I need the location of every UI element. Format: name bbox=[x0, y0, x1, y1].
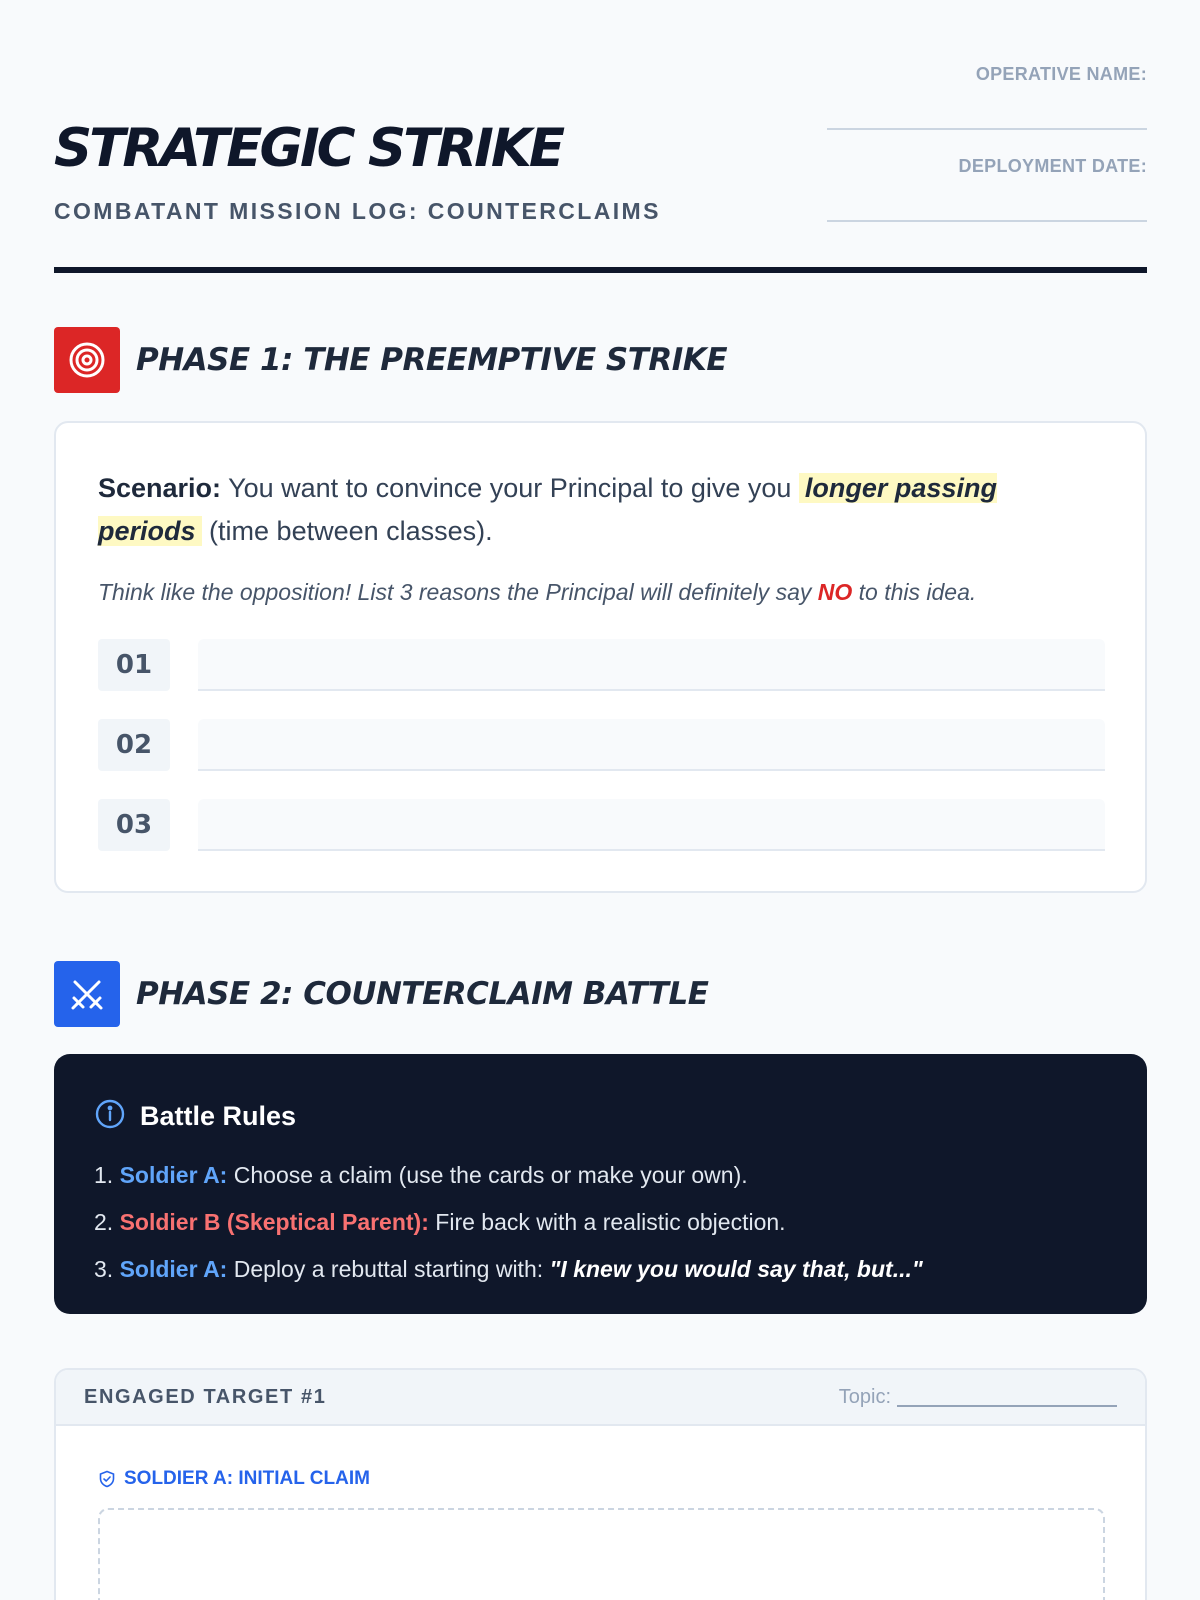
rule-number: 1. bbox=[94, 1162, 114, 1188]
operative-name-field[interactable] bbox=[827, 128, 1147, 130]
deployment-date-field[interactable] bbox=[827, 220, 1147, 222]
scenario-text bbox=[98, 467, 1098, 553]
crossed-swords-icon bbox=[54, 961, 120, 1027]
reason-row bbox=[98, 799, 1105, 851]
initial-claim-input[interactable] bbox=[98, 1508, 1105, 1600]
phase2-title: PHASE 2: COUNTERCLAIM BATTLE bbox=[136, 976, 709, 1012]
phase1-title: PHASE 1: THE PREEMPTIVE STRIKE bbox=[136, 342, 727, 378]
rule-role: Soldier A: bbox=[119, 1162, 228, 1188]
rule-text: Choose a claim (use the cards or make your own). bbox=[233, 1162, 748, 1188]
worksheet-subtitle: COMBATANT MISSION LOG: COUNTERCLAIMS bbox=[54, 198, 661, 224]
prompt-no: NO bbox=[817, 579, 853, 605]
reason-number: 03 bbox=[98, 799, 170, 851]
header-fields bbox=[827, 64, 1147, 248]
reason-input-3[interactable] bbox=[198, 799, 1105, 851]
deployment-date-label: DEPLOYMENT DATE: bbox=[958, 156, 1147, 176]
rule-item-2 bbox=[94, 1209, 786, 1236]
shield-icon bbox=[98, 1470, 116, 1488]
info-icon bbox=[94, 1098, 126, 1135]
scenario-label: Scenario: bbox=[98, 473, 222, 503]
target-icon bbox=[54, 327, 120, 393]
reason-input-2[interactable] bbox=[198, 719, 1105, 771]
rule-role: Soldier B (Skeptical Parent): bbox=[119, 1209, 429, 1235]
battle-rules-panel bbox=[54, 1054, 1147, 1314]
rule-item-1 bbox=[94, 1162, 748, 1189]
target-header bbox=[56, 1370, 1145, 1426]
engaged-target-card bbox=[54, 1368, 1147, 1600]
header-divider bbox=[54, 267, 1147, 273]
rule-number: 3. bbox=[94, 1256, 114, 1282]
battle-rules-header bbox=[94, 1098, 296, 1135]
rule-quote: "I knew you would say that, but..." bbox=[549, 1256, 923, 1282]
initial-claim-text: SOLDIER A: INITIAL CLAIM bbox=[124, 1468, 370, 1489]
rule-text: Fire back with a realistic objection. bbox=[435, 1209, 786, 1235]
header bbox=[54, 0, 1147, 274]
phase1-heading bbox=[54, 327, 727, 393]
phase2-heading bbox=[54, 961, 708, 1027]
phase1-card bbox=[54, 421, 1147, 893]
scenario-tail: (time between classes). bbox=[209, 516, 493, 546]
rule-number: 2. bbox=[94, 1209, 114, 1235]
operative-name-label: OPERATIVE NAME: bbox=[975, 64, 1147, 84]
reason-input-1[interactable] bbox=[198, 639, 1105, 691]
prompt-tail: to this idea. bbox=[858, 579, 977, 605]
initial-claim-label bbox=[98, 1468, 370, 1490]
reason-number: 01 bbox=[98, 639, 170, 691]
target-label: ENGAGED TARGET #1 bbox=[84, 1385, 327, 1408]
scenario-highlight: longer passing periods bbox=[98, 473, 997, 546]
rule-role: Soldier A: bbox=[119, 1256, 228, 1282]
topic-line bbox=[897, 1405, 1117, 1407]
phase1-prompt bbox=[98, 579, 1108, 606]
battle-rules-title: Battle Rules bbox=[140, 1101, 297, 1131]
reason-row bbox=[98, 719, 1105, 771]
rule-text: Deploy a rebuttal starting with: bbox=[233, 1256, 544, 1282]
topic-label: Topic: bbox=[838, 1385, 891, 1408]
topic-field[interactable] bbox=[839, 1386, 1117, 1409]
reason-number: 02 bbox=[98, 719, 170, 771]
worksheet-page bbox=[54, 0, 1147, 1600]
scenario-body: You want to convince your Principal to give you bbox=[228, 473, 792, 503]
reason-row bbox=[98, 639, 1105, 691]
rule-item-3 bbox=[94, 1256, 923, 1283]
worksheet-title: STRATEGIC STRIKE bbox=[54, 118, 563, 179]
prompt-text: Think like the opposition! List 3 reasons the Principal will definitely say bbox=[98, 579, 812, 605]
